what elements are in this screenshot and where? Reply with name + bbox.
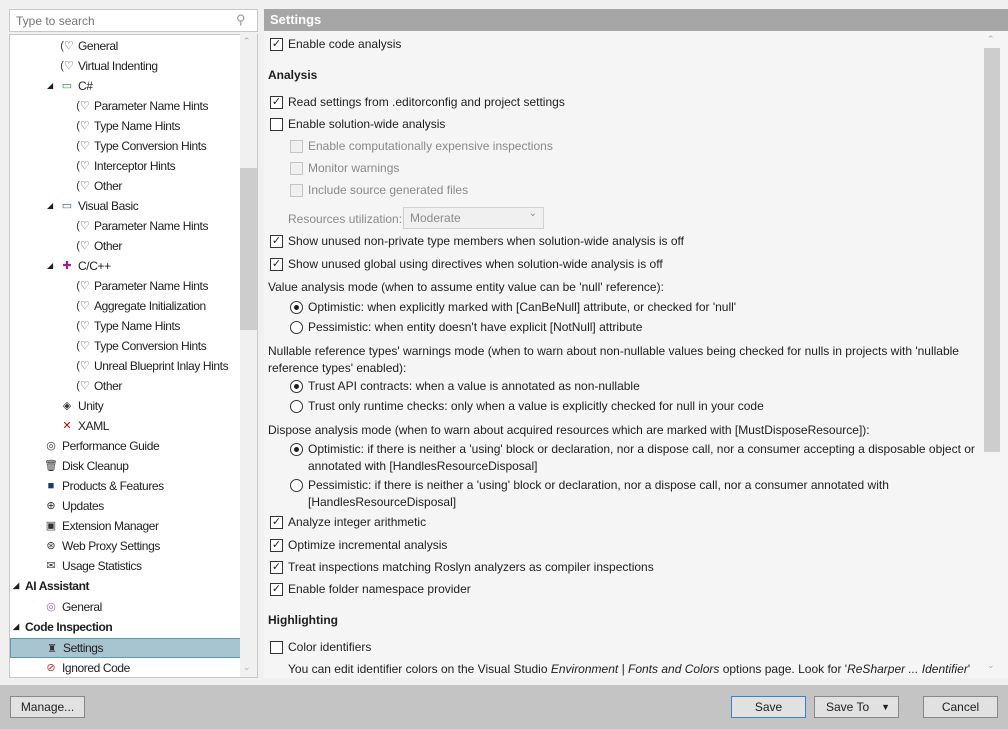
tree-item-label: Unreal Blueprint Inlay Hints <box>94 359 229 373</box>
tree-item-label: Type Conversion Hints <box>94 339 207 353</box>
tree-item-label: Settings <box>63 641 104 655</box>
note-page: Environment | Fonts and Colors <box>550 662 720 676</box>
tree-item[interactable] <box>10 436 240 456</box>
tree-scrollbar[interactable] <box>240 34 257 677</box>
tree-item-label: Type Conversion Hints <box>94 139 207 153</box>
expand-arrow-icon[interactable]: ◢ <box>13 622 19 631</box>
checkbox[interactable]: ✓ <box>271 583 282 595</box>
tree-item[interactable] <box>10 56 240 76</box>
checkbox[interactable]: ✓ <box>271 539 282 551</box>
tree-item-label: Ignored Code <box>62 661 130 675</box>
tree-item-label: Unity <box>78 399 104 413</box>
checkbox-label: Color identifiers <box>288 640 372 654</box>
hint-icon: (♡ <box>76 180 90 192</box>
hint-icon: (♡ <box>76 140 90 152</box>
expand-arrow-icon[interactable]: ◢ <box>47 201 53 210</box>
radio-button[interactable] <box>290 380 303 393</box>
tree-item[interactable] <box>10 316 240 336</box>
tree-item-label: Visual Basic <box>78 199 139 213</box>
scroll-down-icon[interactable]: ⌄ <box>243 662 251 672</box>
tree-item-label: C# <box>78 79 93 93</box>
content-scroll-up-icon[interactable]: ⌃ <box>987 34 995 44</box>
description-text: Nullable reference types' warnings mode (when to warn about non-nullable values being checked for nulls in projects with 'nullable reference types' enabled): <box>268 344 959 375</box>
tree-item-label: Virtual Indenting <box>78 59 158 73</box>
tree-item[interactable] <box>10 496 240 516</box>
unity-icon: ◈ <box>62 400 72 412</box>
proxy-icon: ⊛ <box>46 540 56 552</box>
xaml-icon: ✕ <box>62 420 72 432</box>
tree-item-label: Type Name Hints <box>94 119 181 133</box>
radio-button[interactable] <box>290 479 303 492</box>
checkbox[interactable]: ✓ <box>271 516 282 528</box>
checkbox[interactable]: ✓ <box>271 235 282 247</box>
hint-icon: (♡ <box>60 60 74 72</box>
tree-item[interactable] <box>10 156 240 176</box>
products-icon: ■ <box>47 480 55 492</box>
tree-item[interactable] <box>10 76 240 96</box>
save-button[interactable]: Save <box>731 696 806 718</box>
tree-item-label: Usage Statistics <box>62 559 142 573</box>
tree-item[interactable] <box>10 356 240 376</box>
section-heading: Highlighting <box>268 613 338 627</box>
tree-item-label: Products & Features <box>62 479 164 493</box>
hint-icon: (♡ <box>76 320 90 332</box>
checkbox-label: Treat inspections matching Roslyn analyzers as compiler inspections <box>288 560 654 574</box>
checkbox-label: Monitor warnings <box>308 161 400 175</box>
tree-item-label: Interceptor Hints <box>94 159 176 173</box>
vb-icon: ▭ <box>61 200 73 212</box>
tree-item[interactable] <box>10 617 240 637</box>
expand-arrow-icon[interactable]: ◢ <box>47 261 53 270</box>
hint-icon: (♡ <box>76 100 90 112</box>
section-heading: Analysis <box>268 68 318 82</box>
tree-item[interactable] <box>10 216 240 236</box>
performance-icon: ◎ <box>46 440 56 452</box>
tree-item[interactable] <box>10 476 240 496</box>
tree-item[interactable] <box>10 136 240 156</box>
hint-icon: (♡ <box>76 340 90 352</box>
content-scrollbar-thumb[interactable] <box>984 48 1000 452</box>
tree-item[interactable] <box>10 376 240 396</box>
tree-item[interactable] <box>10 638 241 658</box>
tree-item-label: XAML <box>78 419 110 433</box>
select-value: Moderate <box>410 211 461 225</box>
tree-item[interactable] <box>10 516 240 536</box>
tree-item-label: Other <box>94 379 123 393</box>
checkbox-label: Enable solution-wide analysis <box>288 117 446 131</box>
radio-button[interactable] <box>290 301 303 314</box>
radio-label: Trust API contracts: when a value is annotated as non-nullable <box>308 379 640 393</box>
color-identifiers-note <box>288 661 970 678</box>
radio-label: Optimistic: if there is neither a 'using' block or declaration, nor a dispose call, nor a consumer accepting a disposable object or annotated with [HandlesResourceDisposal] <box>308 442 975 473</box>
save-to-button[interactable] <box>814 696 899 718</box>
cancel-button[interactable]: Cancel <box>923 696 998 718</box>
checkbox-label: Include source generated files <box>308 183 469 197</box>
checkbox-label: Show unused non-private type members when solution-wide analysis is off <box>288 234 684 248</box>
checkbox-label: Enable folder namespace provider <box>288 582 471 596</box>
scroll-up-icon[interactable]: ⌃ <box>243 36 251 46</box>
description-text: Dispose analysis mode (when to warn about acquired resources which are marked with [MustDisposeResource]): <box>268 423 870 437</box>
radio-label: Pessimistic: when entity doesn't have explicit [NotNull] attribute <box>308 320 643 334</box>
checkbox[interactable]: ✓ <box>271 258 282 270</box>
envelope-icon: ✉ <box>46 560 56 572</box>
hint-icon: (♡ <box>76 160 90 172</box>
tree-item-label: Parameter Name Hints <box>94 99 209 113</box>
tree-item-label: General <box>62 600 102 614</box>
radio-label: Trust only runtime checks: only when a value is explicitly checked for null in your code <box>308 399 764 413</box>
note-pattern: ReSharper ... Identifier <box>847 662 968 676</box>
tree-item-label: Updates <box>62 499 104 513</box>
tree-item[interactable] <box>10 276 240 296</box>
download-icon: ⊕ <box>46 500 56 512</box>
search-input[interactable] <box>9 9 258 32</box>
tree-item[interactable] <box>10 658 240 678</box>
tree-item[interactable] <box>10 456 240 476</box>
tree-item-label: Parameter Name Hints <box>94 219 209 233</box>
tree-item-label: Aggregate Initialization <box>94 299 206 313</box>
description-text: Value analysis mode (when to assume entity value can be 'null' reference): <box>268 280 664 294</box>
tree-item[interactable] <box>10 556 240 576</box>
expand-arrow-icon[interactable]: ◢ <box>13 581 19 590</box>
trash-icon: 🗑 <box>44 460 58 472</box>
radio-button[interactable] <box>290 321 303 334</box>
checkbox-label: Enable computationally expensive inspections <box>308 139 553 153</box>
eye-slash-icon: ⊘ <box>46 662 56 674</box>
hint-icon: (♡ <box>76 120 90 132</box>
hint-icon: (♡ <box>60 40 74 52</box>
checkbox[interactable] <box>290 184 303 197</box>
inspector-icon: ♜ <box>47 643 57 655</box>
tree-scrollbar-thumb[interactable] <box>240 168 257 330</box>
tree-item[interactable] <box>10 336 240 356</box>
checkbox-label: Enable code analysis <box>288 37 402 51</box>
radio-label: Optimistic: when explicitly marked with [CanBeNull] attribute, or checked for 'null' <box>308 300 737 314</box>
options-tree <box>9 34 258 678</box>
checkbox[interactable] <box>270 118 283 131</box>
page-title: Settings <box>264 9 1008 31</box>
tree-item[interactable] <box>10 96 240 116</box>
checkbox-label: Show unused global using directives when solution-wide analysis is off <box>288 257 663 271</box>
csharp-icon: ▭ <box>61 80 73 92</box>
tree-item-label: C/C++ <box>78 259 111 273</box>
tree-item-label: Type Name Hints <box>94 319 181 333</box>
tree-item[interactable] <box>10 236 240 256</box>
tree-item[interactable] <box>10 536 240 556</box>
content-scroll-down-icon[interactable]: ⌄ <box>987 660 995 670</box>
radio-button[interactable] <box>290 400 303 413</box>
tree-item-label: Other <box>94 179 123 193</box>
checkbox-label: Analyze integer arithmetic <box>288 515 427 529</box>
tree-item-label: Code Inspection <box>25 620 113 634</box>
settings-content <box>264 31 1008 678</box>
hint-icon: (♡ <box>76 360 90 372</box>
hint-icon: (♡ <box>76 280 90 292</box>
tree-item-label: Parameter Name Hints <box>94 279 209 293</box>
tree-item[interactable] <box>10 416 240 436</box>
ai-spiral-icon: ◎ <box>46 601 56 613</box>
tree-item[interactable] <box>10 296 240 316</box>
resources-utilization-select[interactable] <box>403 207 544 229</box>
tree-item-label: Other <box>94 239 123 253</box>
expand-arrow-icon[interactable]: ◢ <box>47 81 53 90</box>
tree-item-label: Performance Guide <box>62 439 160 453</box>
checkbox[interactable] <box>290 140 303 153</box>
tree-item-label: General <box>78 39 118 53</box>
extension-icon: ▣ <box>45 520 57 532</box>
note-middle: options page. Look for ' <box>719 662 848 676</box>
tree-item-label: Web Proxy Settings <box>62 539 160 553</box>
description-text: Resources utilization: <box>288 212 403 226</box>
tree-item[interactable] <box>10 256 240 276</box>
checkbox-label: Optimize incremental analysis <box>288 538 448 552</box>
hint-icon: (♡ <box>76 240 90 252</box>
note-suffix: ' <box>967 662 971 676</box>
hint-icon: (♡ <box>76 300 90 312</box>
tree-item[interactable] <box>10 597 240 617</box>
tree-item[interactable] <box>10 396 240 416</box>
manage-button[interactable]: Manage... <box>10 696 85 718</box>
tree-item-label: Extension Manager <box>62 519 159 533</box>
checkbox[interactable] <box>290 162 303 175</box>
tree-item-label: AI Assistant <box>25 579 90 593</box>
hint-icon: (♡ <box>76 220 90 232</box>
tree-item[interactable] <box>10 116 240 136</box>
checkbox-label: Read settings from .editorconfig and project settings <box>288 95 565 109</box>
checkbox[interactable] <box>270 641 283 654</box>
tree-item[interactable] <box>10 196 240 216</box>
radio-label: Pessimistic: if there is neither a 'using' block or declaration, nor a dispose call, nor a consumer annotated with [HandlesResourceDisposal] <box>308 478 889 509</box>
checkbox[interactable]: ✓ <box>271 38 282 50</box>
checkbox[interactable]: ✓ <box>271 96 282 108</box>
tree-item[interactable] <box>10 36 240 56</box>
checkbox[interactable]: ✓ <box>271 561 282 573</box>
tree-item[interactable] <box>10 176 240 196</box>
hint-icon: (♡ <box>76 380 90 392</box>
chevron-down-icon: ⌄ <box>528 208 537 219</box>
radio-button[interactable] <box>290 443 303 456</box>
tree-item-label: Disk Cleanup <box>62 459 129 473</box>
cpp-icon: ✚ <box>62 260 72 272</box>
tree-item[interactable] <box>10 576 240 596</box>
dropdown-arrow-icon: ▼ <box>881 702 890 712</box>
save-to-label: Save To <box>826 700 870 714</box>
note-prefix: You can edit identifier colors on the Visual Studio <box>288 662 551 676</box>
search-options-icon[interactable]: ⚲ <box>236 12 246 27</box>
